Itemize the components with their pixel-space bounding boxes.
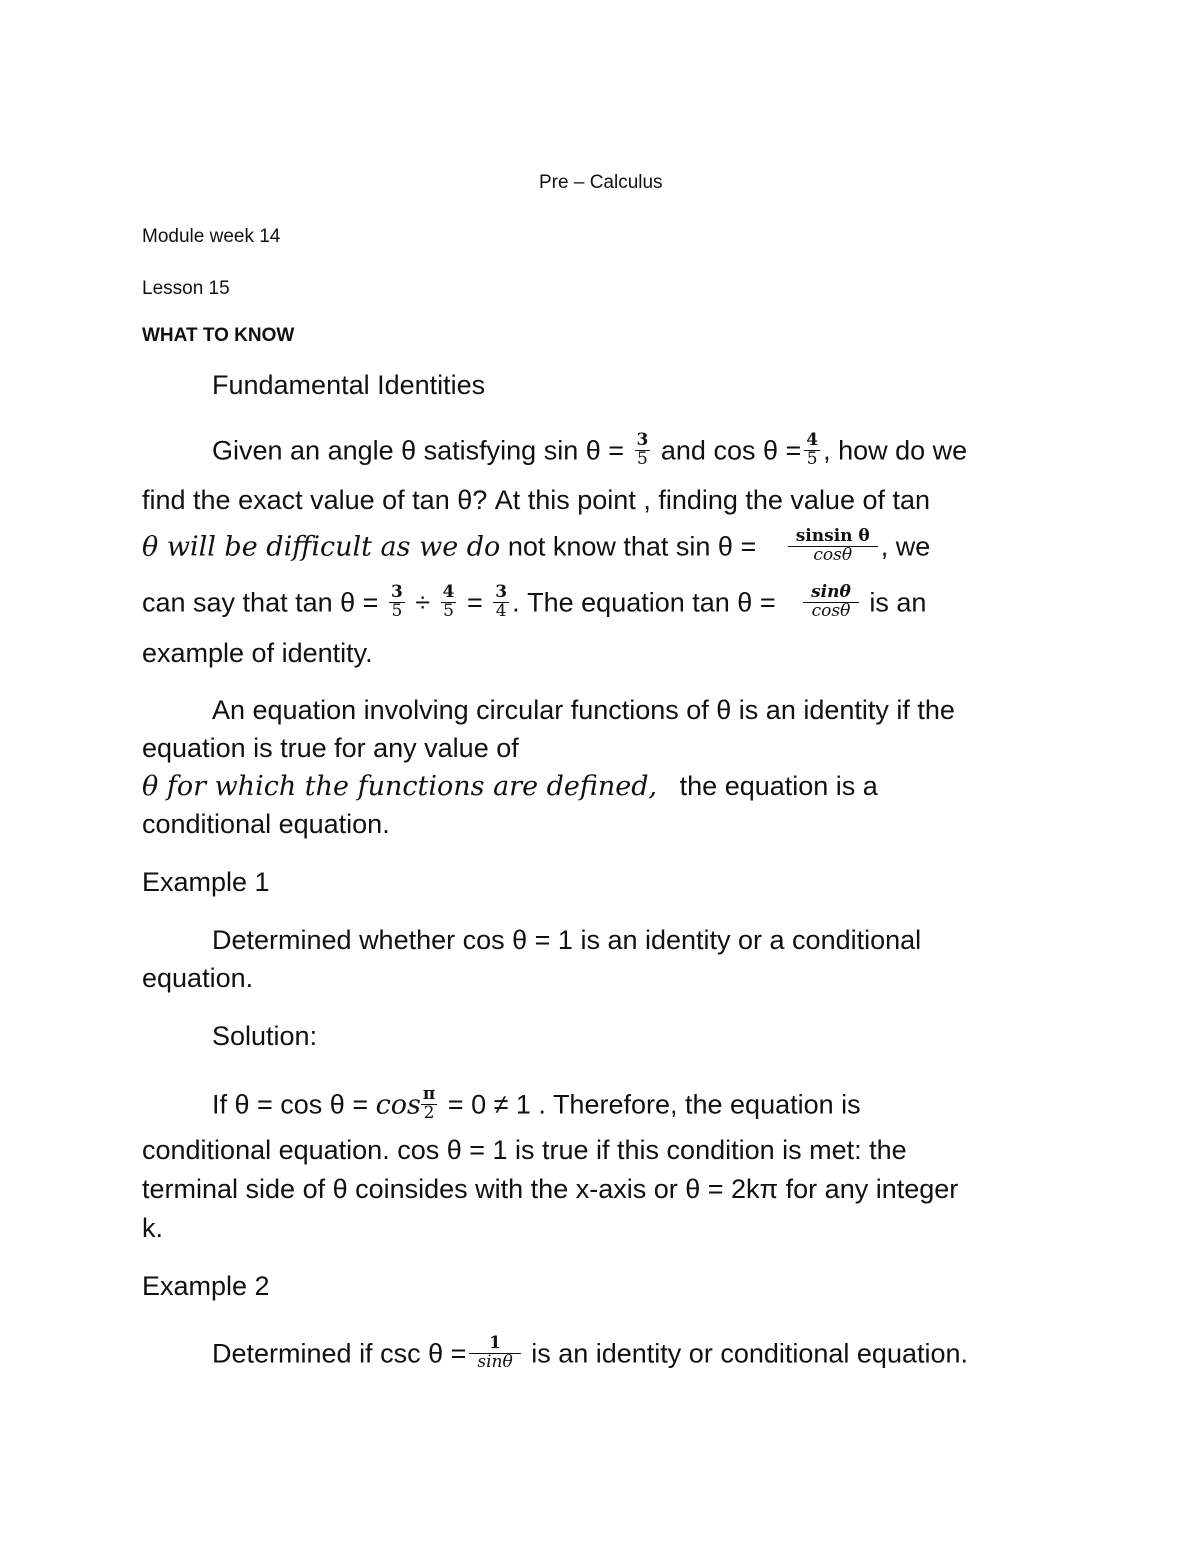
intro-line-4	[142, 582, 927, 623]
intro-text: and cos θ =	[660, 435, 802, 466]
fraction-numerator: 3	[495, 582, 508, 602]
solution-text: = 0 ≠ 1 . Therefore, the equation is	[440, 1089, 861, 1120]
italic-text: θ for which the functions are defined,	[142, 771, 658, 802]
definition-line-1: An equation involving circular functions of θ is an identity if the	[212, 695, 955, 725]
fraction-c	[493, 584, 509, 621]
fraction-numerator: 3	[636, 430, 649, 450]
intro-line-5: example of identity.	[142, 638, 373, 668]
fraction-denominator: 5	[635, 450, 651, 469]
fraction-numerator: π	[422, 1084, 436, 1104]
intro-text: , we	[880, 531, 931, 562]
intro-text: not know that sin θ =	[507, 531, 757, 562]
intro-line-1	[212, 430, 968, 471]
definition-line-2: equation is true for any value of	[142, 733, 519, 763]
example1-question-1: Determined whether cos θ = 1 is an identity or a conditional	[212, 925, 922, 955]
fraction-tan-quotient	[788, 528, 878, 565]
example2-text: is an identity or conditional equation.	[523, 1338, 969, 1369]
module-label: Module week 14	[142, 226, 281, 247]
italic-text: θ will be difficult as we do	[142, 531, 501, 563]
topic-heading: Fundamental Identities	[212, 370, 486, 400]
example2-question	[212, 1333, 969, 1374]
fraction-denominator: sinθ	[469, 1353, 520, 1372]
subject-title: Pre – Calculus	[539, 172, 663, 193]
solution-line-4: k.	[142, 1213, 164, 1243]
intro-text: , how do we	[823, 435, 968, 466]
intro-line-2: find the exact value of tan θ? At this point , finding the value of tan	[142, 485, 931, 515]
fraction-denominator: cosθ	[788, 546, 878, 565]
solution-label: Solution:	[212, 1021, 318, 1051]
equals-sign: =	[467, 587, 483, 618]
definition-text: the equation is a	[679, 771, 878, 801]
fraction-cos	[804, 432, 820, 469]
fraction-denominator: 4	[493, 602, 509, 621]
fraction-d	[803, 584, 859, 621]
fraction-numerator: sinθ	[811, 582, 851, 602]
lesson-label: Lesson 15	[142, 278, 230, 299]
fraction-numerator: sinsin θ	[795, 526, 870, 546]
example1-question-2: equation.	[142, 963, 254, 993]
cos-italic: cos	[375, 1089, 421, 1121]
fraction-numerator: 4	[442, 582, 455, 602]
intro-text: . The equation tan θ =	[512, 587, 776, 618]
intro-text: is an	[869, 587, 927, 618]
example1-title: Example 1	[142, 867, 270, 897]
intro-line-3	[142, 526, 931, 567]
fraction-numerator: 3	[390, 582, 403, 602]
fraction-pi-over-2	[421, 1086, 437, 1123]
fraction-a	[389, 584, 405, 621]
fraction-denominator: 2	[421, 1104, 437, 1123]
definition-line-3	[142, 773, 878, 800]
fraction-denominator: 5	[441, 602, 457, 621]
fraction-denominator: cosθ	[803, 602, 859, 621]
fraction-numerator: 4	[806, 430, 819, 450]
solution-text: If θ = cos θ =	[212, 1089, 369, 1120]
fraction-sin	[635, 432, 651, 469]
fraction-numerator: 1	[489, 1333, 501, 1353]
section-heading: WHAT TO KNOW	[142, 325, 295, 346]
fraction-1-over-sin	[469, 1335, 520, 1372]
example2-text: Determined if csc θ =	[212, 1338, 467, 1369]
intro-text: can say that tan θ =	[142, 587, 379, 618]
definition-line-4: conditional equation.	[142, 809, 390, 839]
fraction-b	[441, 584, 457, 621]
solution-line-2: conditional equation. cos θ = 1 is true if this condition is met: the	[142, 1135, 907, 1165]
fraction-denominator: 5	[804, 450, 820, 469]
solution-line-3: terminal side of θ coinsides with the x-axis or θ = 2kπ for any integer	[142, 1174, 959, 1204]
intro-text: Given an angle θ satisfying sin θ =	[212, 435, 625, 466]
solution-line-1	[212, 1084, 861, 1125]
fraction-denominator: 5	[389, 602, 405, 621]
divide-sign: ÷	[415, 587, 431, 618]
example2-title: Example 2	[142, 1271, 270, 1301]
